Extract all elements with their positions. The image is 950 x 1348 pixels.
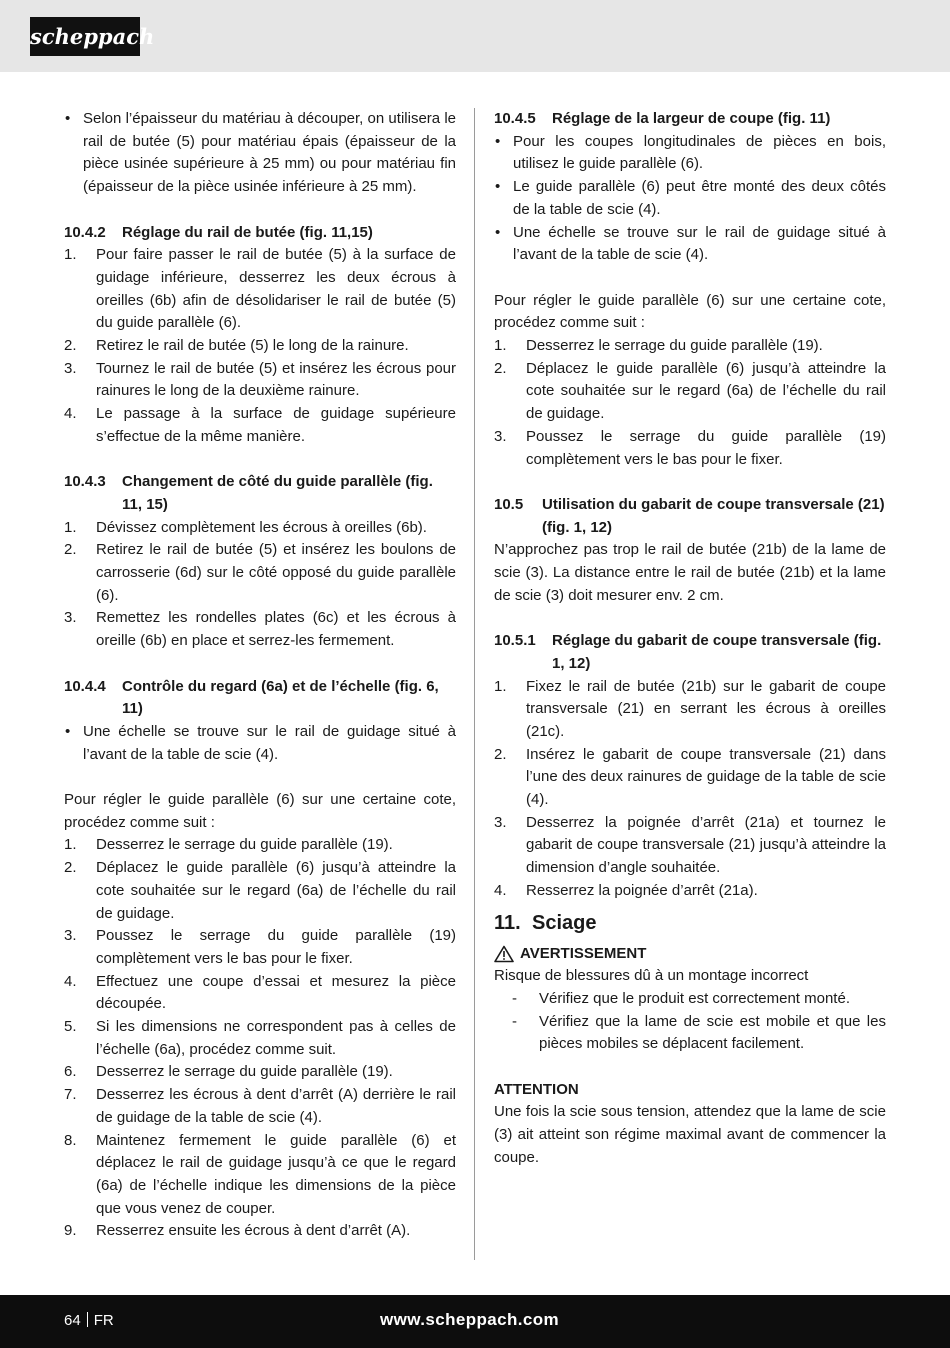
section-title: Réglage du gabarit de coupe transversale (fig. 1, 12) <box>552 632 882 672</box>
section-heading-10-4-3 <box>64 471 456 516</box>
list-item <box>64 971 456 1016</box>
right-column <box>494 108 886 1170</box>
bullet-item <box>64 721 456 766</box>
bullet-marker: • <box>495 178 501 196</box>
item-number: 1. <box>64 518 77 536</box>
bullet-item <box>494 131 886 176</box>
item-text: Poussez le serrage du guide parallèle (19) complètement vers le bas pour le fixer. <box>96 927 456 967</box>
item-number: 4. <box>64 972 77 990</box>
intro-text: Selon l’épaisseur du matériau à découper, on utilisera le rail de butée (5) pour matériau épais (épaisseur de la pièce usinée supérieure à 25 mm) ou pour matériau fin (épaisseur de la pièce usinée inférieure à 25 mm). <box>83 110 456 196</box>
bullet-text: Une échelle se trouve sur le rail de guidage situé à l’avant de la table de scie (4). <box>83 722 456 763</box>
separator <box>87 1312 88 1327</box>
item-number: 2. <box>64 337 77 355</box>
bullet-marker: • <box>495 223 501 241</box>
section-title: Contrôle du regard (6a) et de l’échelle (fig. 6, 11) <box>122 677 439 718</box>
item-text: Insérez le gabarit de coupe transversale (21) dans l’une des deux rainures de guidage de la table de scie (4). <box>526 745 886 809</box>
list-item <box>64 1130 456 1221</box>
attention-text: Une fois la scie sous tension, attendez que la lame de scie (3) ait atteint son régime maximal avant de commencer la coupe. <box>494 1103 886 1166</box>
item-text: Dévissez complètement les écrous à oreilles (6b). <box>96 518 427 536</box>
attention-title: ATTENTION <box>494 1080 579 1098</box>
item-number: 4. <box>64 405 77 423</box>
list-item <box>64 1084 456 1129</box>
list-item <box>64 244 456 335</box>
item-number: 7. <box>64 1086 77 1104</box>
bullet-item <box>64 108 456 199</box>
list-item <box>64 1220 456 1243</box>
item-number: 2. <box>494 745 507 763</box>
item-number: 1. <box>64 836 77 854</box>
page-footer <box>0 1295 950 1348</box>
item-text: Remettez les rondelles plates (6c) et les écrous à oreille (6b) en place et serrez-les fermement. <box>96 609 456 650</box>
item-text: Effectuez une coupe d’essai et mesurez la pièce découpée. <box>96 972 456 1013</box>
section-number: 10.5 <box>494 495 524 513</box>
item-number: 6. <box>64 1063 77 1081</box>
section-heading-10-4-5 <box>494 108 886 131</box>
item-number: 4. <box>494 881 507 899</box>
list-item <box>64 358 456 403</box>
paragraph: Pour régler le guide parallèle (6) sur une certaine cote, procédez comme suit : <box>64 791 456 831</box>
item-text: Fixez le rail de butée (21b) sur le gabarit de coupe transversale (21) en serrant les écrous à oreilles (21c). <box>526 677 886 740</box>
item-number: 3. <box>494 427 507 445</box>
item-text: Desserrez le serrage du guide parallèle (19). <box>526 337 823 355</box>
dash-text: Vérifiez que la lame de scie est mobile et que les pièces mobiles se déplacent facilement. <box>539 1012 886 1053</box>
item-number: 2. <box>64 541 77 559</box>
list-item <box>64 517 456 540</box>
list-item <box>64 607 456 652</box>
item-text: Retirez le rail de butée (5) le long de la rainure. <box>96 337 409 355</box>
item-text: Déplacez le guide parallèle (6) jusqu’à atteindre la cote souhaitée sur le regard (6a) de l’échelle du rail de guidage. <box>526 359 886 423</box>
bullet-marker: • <box>495 132 501 150</box>
attention-heading <box>494 1079 886 1102</box>
list-item <box>64 1016 456 1061</box>
list-item <box>64 539 456 607</box>
paragraph: N’approchez pas trop le rail de butée (21b) de la lame de scie (3). La distance entre le rail de butée (21b) et la lame de scie (3) doit mesurer env. 2 cm. <box>494 541 886 604</box>
item-number: 3. <box>64 359 77 377</box>
chapter-title: Sciage <box>532 911 597 934</box>
list-item <box>494 880 886 903</box>
warning-text: Risque de blessures dû à un montage incorrect <box>494 967 809 985</box>
item-number: 3. <box>64 609 77 627</box>
list-item <box>494 335 886 358</box>
item-text: Si les dimensions ne correspondent pas à celles de l’échelle (6a), procédez comme suit. <box>96 1018 456 1058</box>
section-heading-10-4-4 <box>64 676 456 721</box>
item-number: 9. <box>64 1222 77 1240</box>
section-heading-10-5-1 <box>494 630 886 675</box>
section-heading-10-4-2 <box>64 222 456 245</box>
list-item <box>494 358 886 426</box>
warning-title: AVERTISSEMENT <box>520 944 647 962</box>
section-title: Utilisation du gabarit de coupe transversale (21) (fig. 1, 12) <box>542 495 885 536</box>
bullet-text: Une échelle se trouve sur le rail de guidage situé à l’avant de la table de scie (4). <box>513 223 886 264</box>
item-number: 3. <box>494 813 507 831</box>
section-number: 10.4.5 <box>494 110 536 127</box>
item-number: 8. <box>64 1131 77 1149</box>
chapter-heading-11 <box>494 909 886 937</box>
column-divider <box>474 108 475 1260</box>
item-text: Desserrez la poignée d’arrêt (21a) et tournez le gabarit de coupe transversale (21) jusqu’à atteindre la dimension d’angle souhaitée. <box>526 813 886 877</box>
item-text: Le passage à la surface de guidage supérieure s’effectue de la même manière. <box>96 405 456 445</box>
list-item <box>494 676 886 744</box>
language-code: FR <box>93 1312 114 1329</box>
dash-item <box>494 988 886 1011</box>
bullet-marker: • <box>65 722 71 740</box>
bullet-text: Le guide parallèle (6) peut être monté des deux côtés de la table de scie (4). <box>513 178 886 218</box>
item-number: 2. <box>64 859 77 877</box>
item-number: 3. <box>64 927 77 945</box>
item-text: Desserrez le serrage du guide parallèle (19). <box>96 1063 393 1081</box>
item-text: Desserrez les écrous à dent d’arrêt (A) derrière le rail de guidage de la table de scie (4). <box>96 1086 456 1126</box>
left-column <box>64 108 456 1243</box>
chapter-number: 11. <box>494 911 521 934</box>
paragraph: Pour régler le guide parallèle (6) sur une certaine cote, procédez comme suit : <box>494 291 886 332</box>
item-number: 1. <box>494 337 507 355</box>
item-text: Poussez le serrage du guide parallèle (19) complètement vers le bas pour le fixer. <box>526 427 886 468</box>
item-number: 1. <box>64 246 77 264</box>
dash-marker: - <box>512 1012 517 1030</box>
page-number: 64 <box>64 1312 81 1329</box>
list-item <box>64 925 456 970</box>
section-number: 10.4.3 <box>64 473 106 491</box>
section-number: 10.5.1 <box>494 632 536 650</box>
scheppach-logo: scheppach <box>30 17 140 56</box>
list-item <box>64 403 456 448</box>
item-text: Pour faire passer le rail de butée (5) à la surface de guidage inférieure, desserrez les deux écrous à oreilles (6b) afin de désolidariser le rail de butée (5) du guide parallèle (6). <box>96 246 456 332</box>
dash-marker: - <box>512 989 517 1007</box>
item-text: Desserrez le serrage du guide parallèle (19). <box>96 836 393 854</box>
bullet-item <box>494 176 886 221</box>
item-text: Resserrez la poignée d’arrêt (21a). <box>526 881 758 899</box>
list-item <box>494 744 886 812</box>
bullet-text: Pour les coupes longitudinales de pièces en bois, utilisez le guide parallèle (6). <box>513 132 886 173</box>
page-header <box>0 0 950 72</box>
section-title: Changement de côté du guide parallèle (fig. 11, 15) <box>122 473 433 513</box>
list-item <box>64 834 456 857</box>
item-text: Resserrez ensuite les écrous à dent d’arrêt (A). <box>96 1222 411 1240</box>
section-heading-10-5 <box>494 494 886 539</box>
website-url: www.scheppach.com <box>380 1310 560 1329</box>
section-number: 10.4.2 <box>64 223 106 241</box>
item-text: Maintenez fermement le guide parallèle (6) et déplacez le rail de guidage jusqu’à ce que le regard (6a) de l’échelle indique les dimensions de la pièce que vous venez de couper. <box>96 1131 456 1217</box>
item-text: Retirez le rail de butée (5) et insérez les boulons de carrosserie (6d) sur le côté opposé du guide parallèle (6). <box>96 541 456 604</box>
item-text: Déplacez le guide parallèle (6) jusqu’à atteindre la cote souhaitée sur le regard (6a) de l’échelle du rail de guidage. <box>96 859 456 922</box>
list-item <box>64 857 456 925</box>
page-indicator <box>64 1311 114 1331</box>
list-item <box>494 812 886 880</box>
list-item <box>64 335 456 358</box>
warning-heading <box>494 943 886 966</box>
item-number: 5. <box>64 1018 77 1036</box>
list-item <box>64 1061 456 1084</box>
section-number: 10.4.4 <box>64 677 106 695</box>
dash-text: Vérifiez que le produit est correctement monté. <box>539 989 850 1007</box>
section-title: Réglage de la largeur de coupe (fig. 11) <box>552 110 831 127</box>
warning-triangle-icon <box>494 945 514 963</box>
item-number: 2. <box>494 359 507 377</box>
item-number: 1. <box>494 677 507 695</box>
item-text: Tournez le rail de butée (5) et insérez les écrous pour rainures le long de la deuxième rainure. <box>96 359 456 400</box>
section-title: Réglage du rail de butée (fig. 11,15) <box>122 223 373 241</box>
bullet-item <box>494 222 886 267</box>
bullet-marker: • <box>65 110 71 127</box>
list-item <box>494 426 886 471</box>
dash-item <box>494 1011 886 1056</box>
